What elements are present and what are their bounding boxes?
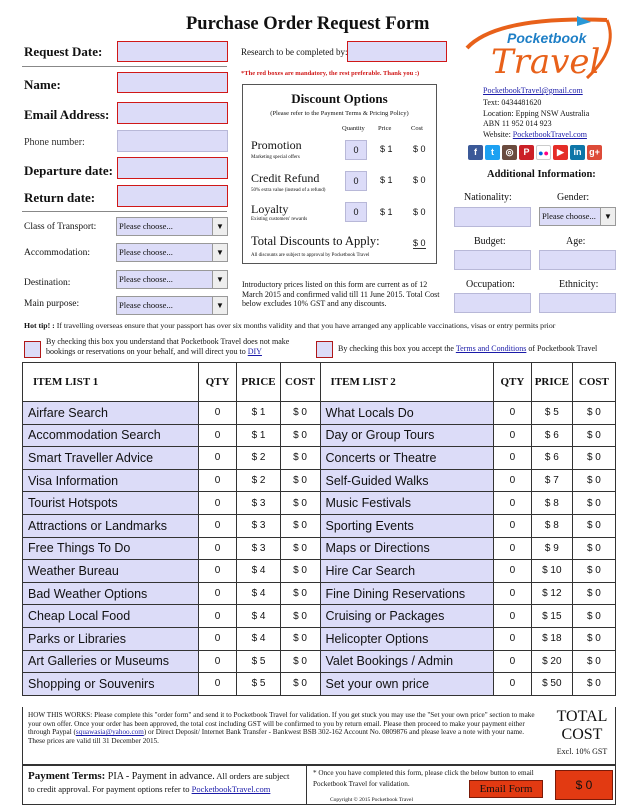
item-cost: $ 0 bbox=[280, 560, 320, 583]
return-label: Return date: bbox=[24, 190, 96, 205]
payment-website-link[interactable]: PocketbookTravel.com bbox=[191, 784, 271, 794]
phone-label: Phone number: bbox=[24, 137, 85, 148]
table-row bbox=[23, 514, 616, 537]
contact-email-link[interactable]: PocketbookTravel@gmail.com bbox=[483, 86, 583, 95]
logo bbox=[457, 8, 625, 83]
item-qty[interactable]: 0 bbox=[493, 514, 531, 537]
total-cost-value: $ 0 bbox=[555, 770, 613, 800]
transport-label: Class of Transport: bbox=[24, 222, 97, 232]
intro-note: Introductory prices listed on this form are current as of 12 March 2015 and confirmed valid till 11 June 2015. Total Cost below excludes 10% GST and any discounts. bbox=[242, 280, 440, 308]
item-cost: $ 0 bbox=[572, 469, 615, 492]
occupation-label: Occupation: bbox=[466, 279, 515, 290]
contact-abn: ABN 11 952 014 923 bbox=[483, 119, 552, 128]
name-field[interactable] bbox=[117, 72, 228, 93]
item-price: $ 9 bbox=[531, 537, 572, 560]
item-name: Cruising or Packages bbox=[320, 605, 493, 628]
item-price: $ 18 bbox=[531, 627, 572, 650]
item-price: $ 10 bbox=[531, 560, 572, 583]
discount-total-value: $ 0 bbox=[413, 238, 426, 248]
total-cost-line1: TOTAL bbox=[556, 708, 608, 725]
additional-title: Additional Information: bbox=[487, 169, 596, 180]
item-price: $ 8 bbox=[531, 492, 572, 515]
ethnicity-label: Ethnicity: bbox=[559, 279, 599, 290]
header-price-2: PRICE bbox=[531, 363, 572, 402]
item-name: Visa Information bbox=[23, 469, 199, 492]
research-label: Research to be completed by: bbox=[241, 47, 348, 57]
header-cost-2: COST bbox=[572, 363, 615, 402]
item-name: Attractions or Landmarks bbox=[23, 514, 199, 537]
gender-select[interactable]: Please choose... ▼ bbox=[539, 207, 616, 226]
item-qty[interactable]: 0 bbox=[198, 673, 237, 696]
item-price: $ 7 bbox=[531, 469, 572, 492]
item-cost: $ 0 bbox=[280, 514, 320, 537]
item-name: Parks or Libraries bbox=[23, 627, 199, 650]
item-cost: $ 0 bbox=[572, 424, 615, 447]
item-qty[interactable]: 0 bbox=[493, 537, 531, 560]
chevron-down-icon: ▼ bbox=[212, 297, 227, 314]
discount-promotion-price: $ 1 bbox=[380, 144, 393, 154]
item-name: Sporting Events bbox=[320, 514, 493, 537]
hot-tip: Hot tip! : If travelling overseas ensure that your passport has over six months validity and that you have arranged any applicable vaccinations, visas or entry permits prior bbox=[24, 321, 556, 330]
discount-col-qty: Quantity bbox=[342, 125, 365, 132]
item-cost: $ 0 bbox=[572, 537, 615, 560]
budget-label: Budget: bbox=[474, 236, 506, 247]
item-qty[interactable]: 0 bbox=[198, 492, 237, 515]
accommodation-select[interactable]: Please choose... ▼ bbox=[116, 243, 228, 262]
nationality-field[interactable] bbox=[454, 207, 531, 227]
table-row bbox=[23, 537, 616, 560]
discount-promotion-name: Promotion bbox=[251, 138, 302, 152]
item-name: Self-Guided Walks bbox=[320, 469, 493, 492]
item-qty[interactable]: 0 bbox=[493, 402, 531, 425]
item-name: Music Festivals bbox=[320, 492, 493, 515]
instagram-icon[interactable]: ◎ bbox=[502, 145, 517, 160]
item-cost: $ 0 bbox=[280, 627, 320, 650]
discount-refund-price: $ 1 bbox=[380, 175, 393, 185]
item-qty[interactable]: 0 bbox=[198, 402, 237, 425]
table-row bbox=[23, 560, 616, 583]
chevron-down-icon: ▼ bbox=[212, 271, 227, 288]
item-cost: $ 0 bbox=[280, 492, 320, 515]
header-item-list-2: ITEM LIST 2 bbox=[320, 363, 493, 402]
item-cost: $ 0 bbox=[280, 402, 320, 425]
departure-label: Departure date: bbox=[24, 163, 113, 178]
age-label: Age: bbox=[566, 236, 586, 247]
discount-loyalty-name: Loyalty bbox=[251, 202, 289, 216]
item-cost: $ 0 bbox=[280, 650, 320, 673]
copyright: Copyright © 2015 Pocketbook Travel bbox=[330, 797, 414, 803]
item-price: $ 5 bbox=[531, 402, 572, 425]
discount-col-cost: Cost bbox=[411, 125, 423, 132]
chevron-down-icon: ▼ bbox=[600, 208, 615, 225]
item-cost: $ 0 bbox=[572, 673, 615, 696]
table-row bbox=[23, 492, 616, 515]
item-name: Concerts or Theatre bbox=[320, 447, 493, 470]
item-cost: $ 0 bbox=[280, 537, 320, 560]
total-cost-line2: COST bbox=[561, 726, 603, 743]
header-item-list-1: ITEM LIST 1 bbox=[23, 363, 199, 402]
flickr-icon[interactable]: ●● bbox=[536, 145, 551, 160]
occupation-field[interactable] bbox=[454, 293, 531, 313]
diy-checkbox[interactable] bbox=[24, 341, 41, 358]
item-name: Shopping or Souvenirs bbox=[23, 673, 199, 696]
item-qty[interactable]: 0 bbox=[198, 582, 237, 605]
departure-field[interactable] bbox=[117, 157, 228, 179]
discount-title: Discount Options bbox=[291, 91, 388, 106]
item-name: Helicopter Options bbox=[320, 627, 493, 650]
ethnicity-field[interactable] bbox=[539, 293, 616, 313]
discount-loyalty-price: $ 1 bbox=[380, 207, 393, 217]
logo-word1: Pocketbook bbox=[507, 30, 587, 46]
item-name: Bad Weather Options bbox=[23, 582, 199, 605]
item-name: Cheap Local Food bbox=[23, 605, 199, 628]
facebook-icon[interactable]: f bbox=[468, 145, 483, 160]
name-label: Name: bbox=[24, 77, 61, 92]
item-qty[interactable]: 0 bbox=[198, 560, 237, 583]
item-name: Tourist Hotspots bbox=[23, 492, 199, 515]
transport-select[interactable]: Please choose... ▼ bbox=[116, 217, 228, 236]
pinterest-icon[interactable]: P bbox=[519, 145, 534, 160]
item-qty[interactable]: 0 bbox=[493, 627, 531, 650]
return-field[interactable] bbox=[117, 185, 228, 207]
chevron-down-icon: ▼ bbox=[212, 244, 227, 261]
item-price: $ 1 bbox=[237, 424, 280, 447]
item-cost: $ 0 bbox=[280, 447, 320, 470]
discount-promotion-desc: Marketing special offers bbox=[251, 155, 300, 160]
website-link[interactable]: PocketbookTravel.com bbox=[512, 130, 587, 139]
discount-refund-desc: 50% extra value (instead of a refund) bbox=[251, 188, 326, 193]
discount-promotion-qty[interactable]: 0 bbox=[345, 140, 367, 160]
item-price: $ 3 bbox=[237, 514, 280, 537]
item-cost: $ 0 bbox=[572, 492, 615, 515]
item-price: $ 15 bbox=[531, 605, 572, 628]
googleplus-icon[interactable]: g+ bbox=[587, 145, 602, 160]
gender-label: Gender: bbox=[557, 192, 590, 203]
item-cost: $ 0 bbox=[572, 605, 615, 628]
chevron-down-icon: ▼ bbox=[212, 218, 227, 235]
item-cost: $ 0 bbox=[572, 514, 615, 537]
table-row bbox=[23, 447, 616, 470]
item-name: Day or Group Tours bbox=[320, 424, 493, 447]
contact-website: Website: PocketbookTravel.com bbox=[483, 130, 587, 139]
terms-checkbox-text: By checking this box you accept the Terms and Conditions of Pocketbook Travel bbox=[338, 344, 598, 353]
item-qty[interactable]: 0 bbox=[198, 514, 237, 537]
phone-field[interactable] bbox=[117, 130, 228, 152]
discount-total-label: Total Discounts to Apply: bbox=[251, 234, 380, 248]
item-qty[interactable]: 0 bbox=[198, 447, 237, 470]
item-qty[interactable]: 0 bbox=[198, 605, 237, 628]
item-name: Hire Car Search bbox=[320, 560, 493, 583]
table-row bbox=[23, 673, 616, 696]
item-qty[interactable]: 0 bbox=[493, 447, 531, 470]
purpose-label: Main purpose: bbox=[24, 299, 80, 309]
email-field[interactable] bbox=[117, 102, 228, 124]
item-price: $ 20 bbox=[531, 650, 572, 673]
discount-col-price: Price bbox=[378, 125, 392, 132]
item-price: $ 3 bbox=[237, 492, 280, 515]
total-cost-sub: Excl. 10% GST bbox=[556, 747, 608, 756]
discount-refund-cost: $ 0 bbox=[413, 175, 426, 185]
table-row bbox=[23, 605, 616, 628]
item-name: Accommodation Search bbox=[23, 424, 199, 447]
item-price: $ 8 bbox=[531, 514, 572, 537]
nationality-label: Nationality: bbox=[464, 192, 512, 203]
mandatory-note: *The red boxes are mandatory, the rest preferable. Thank you :) bbox=[241, 70, 420, 77]
request-date-field[interactable] bbox=[117, 41, 228, 62]
item-name: Valet Bookings / Admin bbox=[320, 650, 493, 673]
terms-link[interactable]: Terms and Conditions bbox=[455, 344, 527, 353]
item-cost: $ 0 bbox=[280, 605, 320, 628]
discount-loyalty-cost: $ 0 bbox=[413, 207, 426, 217]
item-name: Art Galleries or Museums bbox=[23, 650, 199, 673]
item-price: $ 2 bbox=[237, 447, 280, 470]
research-date-field[interactable] bbox=[347, 41, 447, 62]
table-row bbox=[23, 650, 616, 673]
header-qty-2: QTY bbox=[493, 363, 531, 402]
discount-subtitle: (Please refer to the Payment Terms & Pricing Policy) bbox=[270, 110, 409, 117]
discount-promotion-cost: $ 0 bbox=[413, 144, 426, 154]
item-qty[interactable]: 0 bbox=[198, 537, 237, 560]
item-price: $ 6 bbox=[531, 424, 572, 447]
item-cost: $ 0 bbox=[280, 424, 320, 447]
item-price: $ 3 bbox=[237, 537, 280, 560]
table-row bbox=[23, 627, 616, 650]
item-price: $ 4 bbox=[237, 627, 280, 650]
discount-refund-qty[interactable]: 0 bbox=[345, 171, 367, 191]
accommodation-label: Accommodation: bbox=[24, 248, 90, 258]
twitter-icon[interactable]: t bbox=[485, 145, 500, 160]
item-qty[interactable]: 0 bbox=[493, 673, 531, 696]
item-price: $ 50 bbox=[531, 673, 572, 696]
item-price: $ 5 bbox=[237, 673, 280, 696]
item-cost: $ 0 bbox=[572, 402, 615, 425]
item-price: $ 12 bbox=[531, 582, 572, 605]
item-cost: $ 0 bbox=[280, 469, 320, 492]
item-qty[interactable]: 0 bbox=[493, 650, 531, 673]
discount-loyalty-qty[interactable]: 0 bbox=[345, 202, 367, 222]
item-price: $ 6 bbox=[531, 447, 572, 470]
logo-word2: Travel bbox=[491, 42, 601, 82]
item-cost: $ 0 bbox=[280, 673, 320, 696]
diy-checkbox-text: By checking this box you understand that Pocketbook Travel does not make bookings or reservations on your behalf, and will direct you to DIY bbox=[46, 337, 290, 356]
item-table-body bbox=[23, 402, 616, 696]
item-price: $ 5 bbox=[237, 650, 280, 673]
table-row bbox=[23, 582, 616, 605]
item-cost: $ 0 bbox=[572, 447, 615, 470]
destination-label: Destination: bbox=[24, 278, 71, 288]
destination-select[interactable]: Please choose... ▼ bbox=[116, 270, 228, 289]
item-name: Fine Dining Reservations bbox=[320, 582, 493, 605]
item-qty[interactable]: 0 bbox=[198, 469, 237, 492]
item-price: $ 4 bbox=[237, 560, 280, 583]
item-cost: $ 0 bbox=[572, 582, 615, 605]
linkedin-icon[interactable]: in bbox=[570, 145, 585, 160]
item-price: $ 4 bbox=[237, 605, 280, 628]
terms-checkbox[interactable] bbox=[316, 341, 333, 358]
header-qty-1: QTY bbox=[198, 363, 237, 402]
item-cost: $ 0 bbox=[280, 582, 320, 605]
item-qty[interactable]: 0 bbox=[493, 469, 531, 492]
item-price: $ 1 bbox=[237, 402, 280, 425]
item-cost: $ 0 bbox=[572, 560, 615, 583]
item-name: What Locals Do bbox=[320, 402, 493, 425]
item-price: $ 4 bbox=[237, 582, 280, 605]
contact-location: Location: Epping NSW Australia bbox=[483, 109, 590, 118]
item-qty[interactable]: 0 bbox=[493, 492, 531, 515]
item-qty[interactable]: 0 bbox=[493, 582, 531, 605]
item-qty[interactable]: 0 bbox=[493, 605, 531, 628]
item-name: Set your own price bbox=[320, 673, 493, 696]
discount-refund-name: Credit Refund bbox=[251, 171, 320, 185]
item-name: Weather Bureau bbox=[23, 560, 199, 583]
email-label: Email Address: bbox=[24, 107, 110, 122]
email-form-button[interactable]: Email Form bbox=[469, 780, 543, 798]
item-qty[interactable]: 0 bbox=[493, 424, 531, 447]
item-qty[interactable]: 0 bbox=[198, 424, 237, 447]
youtube-icon[interactable]: ▶ bbox=[553, 145, 568, 160]
item-name: Maps or Directions bbox=[320, 537, 493, 560]
discount-note: All discounts are subject to approval by Pocketbook Travel bbox=[251, 253, 370, 258]
page-title: Purchase Order Request Form bbox=[186, 14, 430, 34]
item-qty[interactable]: 0 bbox=[198, 650, 237, 673]
purpose-select[interactable]: Please choose... ▼ bbox=[116, 296, 228, 315]
item-cost: $ 0 bbox=[572, 627, 615, 650]
submit-note: * Once you have completed this form, please click the below button to email Pocketbook Travel for validation. bbox=[313, 769, 534, 788]
how-it-works-text: HOW THIS WORKS: Please complete this "order form" and send it to Pocketbook Travel for validation. If you get stuck you may use the "Set your own price" section to make your own offer. Once your order has been approved, the total cost including GST will be confirmed to you by return email. Please then proceed to make your payment either through Paypal (squawasia@yahoo.com) or Direct Deposit/ Internet Bank Transfer - Bankwest BSB 302-162 Account No. 0809876 and please leave a note with your name. These prices are valid till 31 December 2015. bbox=[28, 711, 535, 745]
budget-field[interactable] bbox=[454, 250, 531, 270]
table-row bbox=[23, 469, 616, 492]
header-price-1: PRICE bbox=[237, 363, 280, 402]
item-qty[interactable]: 0 bbox=[198, 627, 237, 650]
item-name: Free Things To Do bbox=[23, 537, 199, 560]
item-cost: $ 0 bbox=[572, 650, 615, 673]
age-field[interactable] bbox=[539, 250, 616, 270]
discount-loyalty-desc: Existing customers' rewards bbox=[251, 217, 308, 222]
item-name: Airfare Search bbox=[23, 402, 199, 425]
contact-text: Text: 0434481620 bbox=[483, 98, 542, 107]
paypal-email-link[interactable]: squawasia@yahoo.com bbox=[75, 728, 144, 737]
request-date-label: Request Date: bbox=[24, 44, 103, 59]
payment-terms: Payment Terms: PIA - Payment in advance. All orders are subject to credit approval. For payment options refer to PocketbookTravel.com bbox=[28, 770, 290, 794]
item-qty[interactable]: 0 bbox=[493, 560, 531, 583]
header-cost-1: COST bbox=[280, 363, 320, 402]
item-name: Smart Traveller Advice bbox=[23, 447, 199, 470]
table-row bbox=[23, 424, 616, 447]
item-price: $ 2 bbox=[237, 469, 280, 492]
diy-link[interactable]: DIY bbox=[247, 347, 262, 356]
item-table bbox=[22, 362, 616, 696]
table-row bbox=[23, 402, 616, 425]
